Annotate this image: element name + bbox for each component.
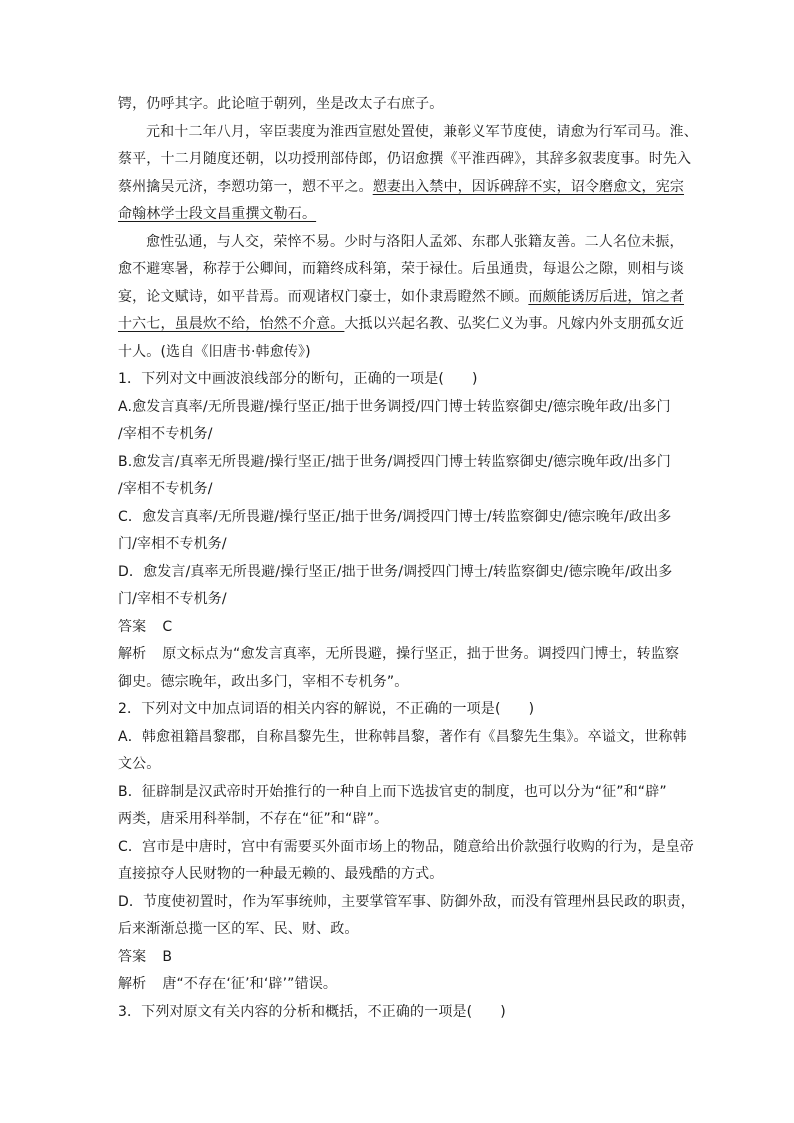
analysis-line: [118, 641, 684, 669]
option-a-cont: /宰相不专机务/: [118, 426, 213, 442]
option-a: A.愈发言真率/无所畏避/操行坚正/拙于世务调授/四门博士转监察御史/德宗晚年政/出多门: [118, 398, 671, 415]
passage-line: [118, 174, 684, 202]
question-text: 3．下列对原文有关内容的分析和概括，不正确的一项是(: [118, 1003, 473, 1020]
passage-line: [118, 284, 684, 312]
question-3-stem: [118, 999, 684, 1027]
option-a: A．韩愈祖籍昌黎郡，自称昌黎先生，世称韩昌黎，著作有《昌黎先生集》。卒谥文，世称韩: [118, 728, 687, 745]
question-text: ): [471, 371, 478, 387]
passage-text: 宴，论文赋诗，如平昔焉。而观诸权门豪士，如仆隶焉瞪然不顾。: [118, 288, 529, 305]
analysis-text: 原文标点为“愈发言真率，无所畏避，操行坚正，拙于世务。调授四门博士，转监察: [162, 646, 680, 662]
answer-value: C: [162, 618, 173, 635]
analysis-line: [118, 971, 684, 999]
option-c-cont: 门/宰相不专机务/: [118, 536, 227, 552]
option-b: B．征辟制是汉武帝时开始推行的一种自上而下选拔官吏的制度，也可以分为“征”和“辟”: [118, 783, 667, 800]
question-text: 2．下列对文中加点词语的相关内容的解说，不正确的一项是(: [118, 701, 501, 717]
option-b-cont: 两类，唐采用科举制，不存在“征”和“辟”。: [118, 811, 389, 827]
option-d: D．节度使初置时，作为军事统帅，主要掌管军事、防御外敌，而没有管理州县民政的职责，: [118, 893, 695, 910]
answer-value: B: [162, 948, 173, 965]
question-2-stem: [118, 696, 684, 724]
analysis-label: 解析: [118, 646, 147, 662]
passage-line: [118, 201, 684, 229]
underlined-text: 愬妻出入禁中，因诉碑辞不实，诏令磨愈文，宪宗: [372, 178, 685, 195]
option-c-cont: 直接掠夺人民财物的一种最无赖的、最残酷的方式。: [118, 866, 444, 882]
passage-source: 十人。(选自《旧唐书·韩愈传》): [118, 343, 311, 360]
underlined-text: 命翰林学士段文昌重撰文勒石。: [118, 206, 317, 222]
analysis-text: 唐“不存在‘征’和‘辟’”错误。: [162, 976, 338, 992]
document-page: [118, 91, 698, 1026]
option-d-cont: 门/宰相不专机务/: [118, 591, 227, 607]
passage-line: 锷，仍呼其字。此论喧于朝列，坐是改太子右庶子。: [118, 96, 444, 112]
option-b: B.愈发言/真率无所畏避/操行坚正/拙于世务/调授四门博士转监察御史/德宗晚年政/出多门: [118, 453, 671, 470]
passage-line: 蔡平，十二月随度还朝，以功授刑部侍郎，仍诏愈撰《平淮西碑》，其辞多叙裴度事。时先入: [118, 151, 692, 167]
passage-line: [118, 311, 684, 339]
analysis-cont: 御史。德宗晚年，政出多门，宰相不专机务”。: [118, 673, 409, 690]
answer-line: [118, 944, 684, 972]
question-text: ): [528, 701, 535, 717]
option-a-cont: 文公。: [118, 756, 161, 772]
question-1-stem: [118, 366, 684, 394]
option-d: D．愈发言/真率无所畏避/操行坚正/拙于世务/调授四门博士/转监察御史/德宗晚年/政出多: [118, 563, 673, 580]
option-c: C．宫市是中唐时，宫中有需要买外面市场上的物品，随意给出价款强行收购的行为，是皇帝: [118, 838, 694, 855]
answer-label: 答案: [118, 618, 147, 635]
passage-line: 愈性弘通，与人交，荣悴不易。少时与洛阳人孟郊、东郡人张籍友善。二人名位未振，: [146, 233, 684, 250]
option-c: C．愈发言真率/无所畏避/操行坚正/拙于世务/调授四门博士/转监察御史/德宗晚年/政出多: [118, 508, 672, 525]
passage-line: 元和十二年八月，宰臣裴度为淮西宣慰处置使，兼彰义军节度使，请愈为行军司马。淮、: [146, 123, 698, 140]
analysis-label: 解析: [118, 976, 147, 992]
passage-text: 蔡州擒吴元济，李愬功第一，愬不平之。: [118, 178, 373, 195]
option-d-cont: 后来渐渐总揽一区的军、民、财、政。: [118, 921, 359, 937]
passage-text: 大抵以兴起名教、弘奖仁义为事。凡嫁内外支朋孤女近: [344, 316, 685, 332]
question-text: ): [500, 1003, 506, 1020]
underlined-text: 而颇能诱厉后进，馆之者: [528, 288, 685, 305]
passage-line: 愈不避寒暑，称荐于公卿间，而籍终成科第，荣于禄仕。后虽通贵，每退公之隙，则相与谈: [118, 261, 684, 277]
answer-line: [118, 614, 684, 642]
option-b-cont: /宰相不专机务/: [118, 481, 213, 497]
underlined-text: 十六七，虽晨炊不给，怡然不介意。: [118, 316, 345, 332]
answer-label: 答案: [118, 948, 147, 965]
question-text: 1．下列对文中画波浪线部分的断句，正确的一项是(: [118, 371, 444, 387]
